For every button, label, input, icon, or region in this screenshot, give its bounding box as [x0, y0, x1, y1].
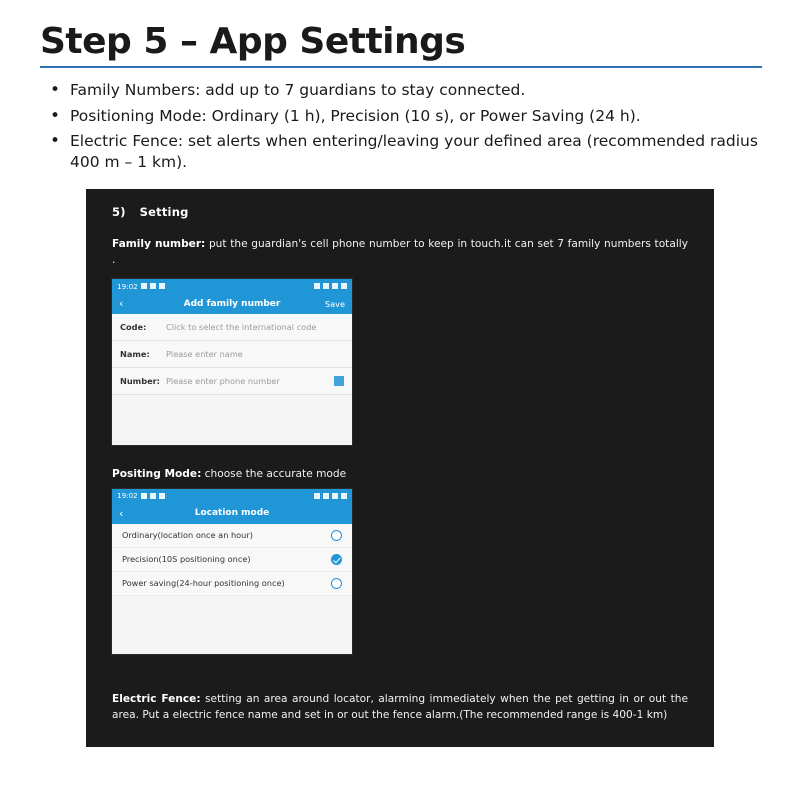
country-code-input[interactable]: Click to select the international code [166, 322, 317, 333]
manual-screenshot-panel [86, 189, 714, 747]
page-title: Step 5 – App Settings [40, 21, 466, 62]
title-underline [40, 66, 762, 68]
phone-mock-location-mode [112, 489, 352, 654]
name-input[interactable]: Please enter name [166, 349, 243, 360]
status-icon-sync [314, 283, 320, 289]
status-icon-wifi [332, 493, 338, 499]
field-row-number[interactable] [112, 368, 352, 395]
back-icon[interactable]: ‹ [119, 297, 124, 311]
phone-app-bar [112, 503, 352, 524]
manual-section-title: Setting [139, 205, 189, 220]
status-icon-sync [314, 493, 320, 499]
status-right-icons [314, 493, 347, 499]
status-icon-alarm [341, 283, 347, 289]
list-item: • Electric Fence: set alerts when entering/leaving your defined area (recommended radius 400 m – 1 km). [40, 131, 760, 173]
app-bar-title: Add family number [183, 298, 281, 309]
phone-status-bar [112, 279, 352, 293]
contacts-icon[interactable] [334, 376, 344, 386]
status-icon-bluetooth [159, 493, 165, 499]
save-button[interactable]: Save [324, 298, 345, 309]
field-row-code[interactable] [112, 314, 352, 341]
phone-number-input[interactable]: Please enter phone number [166, 376, 280, 387]
status-icon-signal [150, 493, 156, 499]
field-label: Code: [120, 322, 147, 333]
manual-section-number: 5) [112, 205, 126, 220]
list-item: • Family Numbers: add up to 7 guardians to stay connected. [40, 80, 760, 101]
list-item: • Positioning Mode: Ordinary (1 h), Precision (10 s), or Power Saving (24 h). [40, 106, 760, 127]
field-label: Name: [120, 349, 150, 360]
status-icon-sim [323, 493, 329, 499]
status-icon-signal [150, 283, 156, 289]
status-icon-battery [141, 493, 147, 499]
phone-status-bar [112, 489, 352, 503]
manual-section-heading [112, 205, 688, 219]
status-right-icons [314, 283, 347, 289]
positioning-mode-label: Positing Mode: [112, 468, 202, 481]
status-icon-alarm [341, 493, 347, 499]
option-label: Ordinary(location once an hour) [122, 530, 253, 541]
radio-icon-ordinary[interactable] [331, 530, 342, 541]
electric-fence-paragraph [112, 692, 688, 724]
field-row-name[interactable] [112, 341, 352, 368]
electric-fence-label: Electric Fence: [112, 692, 201, 705]
phone-empty-area [112, 596, 352, 654]
phone-mock-family-number [112, 279, 352, 445]
back-icon[interactable]: ‹ [119, 506, 124, 520]
status-time: 19:02 [117, 281, 138, 291]
status-time: 19:02 [117, 491, 138, 501]
radio-icon-power-saving[interactable] [331, 578, 342, 589]
option-label: Power saving(24-hour positioning once) [122, 578, 285, 589]
app-bar-title: Location mode [194, 508, 270, 519]
family-number-text: put the guardian's cell phone number to keep in touch.it can set 7 family numbers totally . [112, 238, 688, 267]
phone-empty-area [112, 395, 352, 445]
positioning-mode-text: choose the accurate mode [201, 468, 347, 481]
status-icon-sim [323, 283, 329, 289]
family-number-label: Family number: [112, 238, 206, 251]
bullet-list [40, 80, 760, 174]
positioning-mode-paragraph [112, 467, 688, 483]
phone-app-bar [112, 293, 352, 314]
spacer [112, 654, 688, 692]
status-icon-bluetooth [159, 283, 165, 289]
list-item[interactable] [112, 524, 352, 548]
status-icon-wifi [332, 283, 338, 289]
location-mode-list [112, 524, 352, 654]
phone-form [112, 314, 352, 445]
list-item[interactable] [112, 548, 352, 572]
electric-fence-text: setting an area around locator, alarming immediately when the pet getting in or out the area. Put a electric fence name and set in or out the fence alarm.(The recommended range is 400-1 km) [112, 692, 688, 721]
field-label: Number: [120, 376, 160, 387]
option-label: Precision(10S positioning once) [122, 554, 251, 565]
list-item[interactable] [112, 572, 352, 596]
spacer [112, 445, 688, 467]
radio-icon-precision[interactable] [331, 554, 342, 565]
status-icon-battery [141, 283, 147, 289]
family-number-paragraph [112, 237, 688, 269]
